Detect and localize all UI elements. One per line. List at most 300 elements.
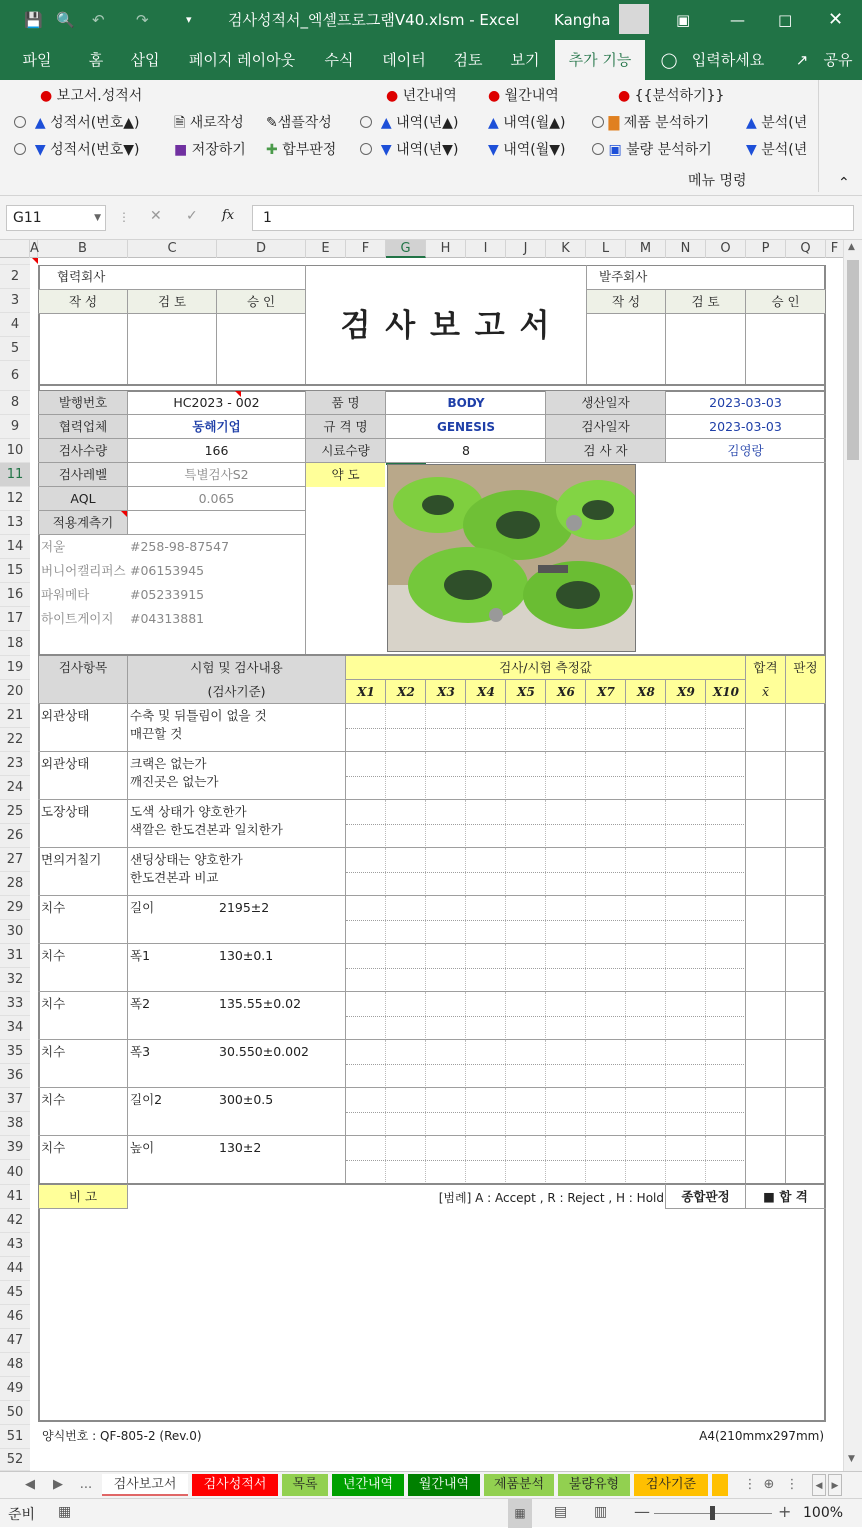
aql-value[interactable]: 0.065 <box>198 491 235 506</box>
inspector-label: 검 사 자 <box>546 439 665 463</box>
edit-icon: ✎ <box>266 115 278 131</box>
item-name: 치수 <box>41 948 66 963</box>
col-header[interactable]: H <box>426 240 466 258</box>
formula-bar <box>0 196 862 240</box>
lightbulb-icon: ◯ <box>660 51 678 69</box>
year-up-button[interactable]: ▲ 내역(년▲) <box>360 114 458 132</box>
gauge-code: #05233915 <box>130 587 205 602</box>
bar-chart-icon: ▇ <box>608 115 620 131</box>
col-header[interactable]: F <box>346 240 386 258</box>
report-up-button[interactable]: ▲ 성적서(번호▲) <box>14 114 139 132</box>
level-label: 검사레벨 <box>39 463 127 487</box>
report-down-button[interactable]: ▼ 성적서(번호▼) <box>14 141 139 159</box>
tell-me-input[interactable]: 입력하세요 <box>691 51 765 69</box>
formula-input[interactable]: 1 <box>252 205 854 231</box>
judge-cell[interactable] <box>786 1136 825 1184</box>
judge-cell[interactable] <box>786 1088 825 1136</box>
item-standard: 300±0.5 <box>219 1092 274 1107</box>
scroll-thumb[interactable] <box>847 260 859 460</box>
row-header[interactable]: 33 <box>0 992 30 1016</box>
item-content-line1: 폭3 <box>130 1044 151 1059</box>
col-header[interactable]: F <box>826 240 844 258</box>
tab-review[interactable]: 검토 <box>453 51 483 69</box>
col-header[interactable]: J <box>506 240 546 258</box>
row-header[interactable]: 2 <box>0 265 30 289</box>
col-header[interactable]: N <box>666 240 706 258</box>
item-standard <box>219 752 343 776</box>
page-layout-icon[interactable]: ▤ <box>554 1504 568 1520</box>
sheet-tab[interactable]: 목록 <box>282 1474 328 1496</box>
year-down-button[interactable]: ▼ 내역(년▼) <box>360 141 458 159</box>
prod-date-value[interactable]: 2023-03-03 <box>709 395 782 410</box>
gauge-name: 하이트게이지 <box>41 611 114 626</box>
qty-label: 검사수량 <box>39 439 127 463</box>
partner-label: 협력회사 <box>57 269 106 284</box>
row-header[interactable]: 43 <box>0 1233 30 1257</box>
zoom-level[interactable]: 100% <box>803 1505 844 1521</box>
item-content-line2: 매끈할 것 <box>130 726 183 741</box>
item-name: 면의거칠기 <box>41 852 102 867</box>
table-head-standard: (검사기준) <box>207 684 266 699</box>
sign-write-client: 작 성 <box>587 290 665 314</box>
item-content-line2: 깨진곳은 없는가 <box>130 774 219 789</box>
sign-review: 검 토 <box>128 290 216 314</box>
normal-view-icon[interactable]: ▦ <box>508 1499 532 1528</box>
triangle-down-icon: ▼ <box>380 142 392 158</box>
triangle-up-icon: ▲ <box>488 115 499 131</box>
scroll-down-icon[interactable]: ▼ <box>848 1454 855 1464</box>
gauge-name: 저울 <box>41 539 66 554</box>
judge-cell[interactable] <box>786 800 825 848</box>
ribbon-display-icon[interactable]: ▣ <box>676 11 691 29</box>
col-header[interactable]: B <box>38 240 128 258</box>
item-content-line1: 도색 상태가 양호한가 <box>130 804 247 819</box>
row-header[interactable]: 28 <box>0 872 30 896</box>
item-name: 치수 <box>41 996 66 1011</box>
close-icon[interactable]: ✕ <box>828 9 844 30</box>
bulb-icon: ● <box>386 88 399 104</box>
column-headers <box>0 240 862 258</box>
x-label: X9 <box>677 685 695 699</box>
triangle-up-icon: ▲ <box>380 115 392 131</box>
col-header[interactable]: C <box>128 240 217 258</box>
plus-icon: ✚ <box>266 142 278 158</box>
item-name: 외관상태 <box>41 708 90 723</box>
bulb-icon: ● <box>618 88 631 104</box>
sign-approve: 승 인 <box>217 290 305 314</box>
title-bar <box>0 0 862 40</box>
group-monthly-title: ● 월간내역 <box>488 88 559 104</box>
vendor-value[interactable]: 동해기업 <box>192 419 241 434</box>
gauge-name: 파워메타 <box>41 587 90 602</box>
item-content-line1: 샌딩상태는 양호한가 <box>130 852 243 867</box>
issue-no-value[interactable]: HC2023 - 002 <box>173 395 260 410</box>
row-header[interactable]: 50 <box>0 1401 30 1425</box>
judge-cell[interactable] <box>786 1040 825 1088</box>
cancel-icon[interactable]: ✕ <box>150 208 162 224</box>
sample-value[interactable]: 8 <box>462 443 470 458</box>
row-header[interactable]: 39 <box>0 1136 30 1160</box>
new-button[interactable]: 🗎 새로작성 <box>174 115 244 131</box>
col-header[interactable]: M <box>626 240 666 258</box>
xbar-cell[interactable] <box>746 752 785 800</box>
comment-indicator[interactable] <box>32 258 38 264</box>
table-head-content: 시험 및 검사내용 <box>190 660 283 675</box>
share-button[interactable]: 공유 <box>823 51 853 69</box>
zoom-thumb[interactable] <box>710 1506 715 1520</box>
row-header[interactable]: 52 <box>0 1449 30 1471</box>
tab-scroll-icon[interactable]: ⋮ <box>785 1477 799 1492</box>
overall-value[interactable]: ■ 합 격 <box>763 1189 808 1204</box>
user-name[interactable]: Kangha <box>554 11 611 29</box>
triangle-down-icon: ▼ <box>488 142 499 158</box>
page-break-icon[interactable]: ▥ <box>594 1504 608 1520</box>
print-preview-icon[interactable]: 🔍 <box>56 11 75 29</box>
row-header[interactable]: 34 <box>0 1016 30 1040</box>
tab-data[interactable]: 데이터 <box>382 51 426 69</box>
x-label: X3 <box>437 685 455 699</box>
row-header[interactable]: 13 <box>0 511 30 535</box>
paper-size: A4(210mmx297mm) <box>699 1429 824 1443</box>
row-header[interactable]: 4 <box>0 313 30 337</box>
row-header[interactable]: 10 <box>0 439 30 463</box>
comment-indicator[interactable] <box>235 391 241 397</box>
tab-add-ins[interactable]: 추가 기능 <box>555 40 645 80</box>
item-name: 치수 <box>41 1092 66 1107</box>
sign-review-client: 검 토 <box>666 290 745 314</box>
sheet-tab[interactable]: 불량유형 <box>558 1474 630 1496</box>
qat-customize-icon[interactable]: ▾ <box>186 13 192 26</box>
sheet-tab[interactable]: 제품분석 <box>484 1474 554 1496</box>
item-content-line2: 한도견본과 비교 <box>130 870 219 885</box>
item-standard: 30.550±0.002 <box>219 1044 309 1059</box>
maximize-icon[interactable]: □ <box>778 11 793 29</box>
row-header[interactable]: 8 <box>0 391 30 415</box>
sheet-tab[interactable]: 검사성적서 <box>192 1474 278 1496</box>
xbar-cell[interactable] <box>746 1136 785 1184</box>
x-label: X8 <box>637 685 655 699</box>
enter-icon[interactable]: ✓ <box>186 208 198 224</box>
judge-cell[interactable] <box>786 848 825 896</box>
judge-cell[interactable] <box>786 944 825 992</box>
form-number: 양식번호 : QF-805-2 (Rev.0) <box>42 1429 202 1443</box>
minimize-icon[interactable]: — <box>730 11 745 29</box>
product-label: 품 명 <box>306 391 385 415</box>
row-header[interactable]: 16 <box>0 583 30 607</box>
col-header-selected[interactable]: G <box>386 240 426 258</box>
group-report-title: ● 보고서.성적서 <box>40 88 143 104</box>
item-content-line1: 크랙은 없는가 <box>130 756 207 771</box>
sheet-tab-partial[interactable] <box>712 1474 728 1496</box>
xbar-cell[interactable] <box>746 992 785 1040</box>
col-header[interactable]: I <box>466 240 506 258</box>
avatar[interactable] <box>619 4 649 34</box>
item-name: 도장상태 <box>41 804 90 819</box>
xbar-cell[interactable] <box>746 944 785 992</box>
x-label: X5 <box>517 685 535 699</box>
macro-record-icon[interactable]: ▦ <box>58 1504 72 1520</box>
col-header[interactable]: E <box>306 240 346 258</box>
row-header-partial[interactable] <box>0 258 30 265</box>
row-header[interactable]: 18 <box>0 631 30 656</box>
triangle-down-icon: ▼ <box>34 142 46 158</box>
bulb-icon: ● <box>488 88 501 104</box>
row-header[interactable]: 25 <box>0 800 30 824</box>
tab-options-icon[interactable]: ⋮ <box>743 1477 757 1492</box>
group-yearly-title: ● 년간내역 <box>386 88 457 104</box>
item-name: 외관상태 <box>41 756 90 771</box>
tab-page-layout[interactable]: 페이지 레이아웃 <box>188 51 296 69</box>
remark-label: 비 고 <box>39 1185 127 1209</box>
table-head-xbar: x̄ <box>761 684 770 699</box>
sign-approve-client: 승 인 <box>746 290 825 314</box>
x-label: X1 <box>357 685 375 699</box>
item-standard <box>219 704 343 728</box>
insp-date-value[interactable]: 2023-03-03 <box>709 419 782 434</box>
function-icon[interactable]: fx <box>222 208 235 223</box>
ribbon-tabs <box>0 40 862 80</box>
item-content-line1: 폭1 <box>130 948 151 963</box>
gauge-code: #258-98-87547 <box>130 539 230 554</box>
item-standard: 130±0.1 <box>219 948 274 963</box>
row-header[interactable]: 9 <box>0 415 30 439</box>
add-sheet-icon[interactable]: ⊕ <box>763 1477 775 1492</box>
row-header[interactable]: 40 <box>0 1160 30 1185</box>
floppy-icon: ■ <box>174 142 188 158</box>
ribbon-divider <box>818 80 819 192</box>
item-name: 치수 <box>41 900 66 915</box>
vendor-label: 협력업체 <box>39 415 127 439</box>
table-head-judge: 판정 <box>793 660 818 675</box>
save-icon[interactable]: 💾 <box>24 11 43 29</box>
sample-button[interactable]: ✎샘플작성 <box>266 115 332 131</box>
sheet-tab[interactable]: 월간내역 <box>408 1474 480 1496</box>
collapse-ribbon-icon[interactable]: ⌃ <box>838 175 850 191</box>
qty-value[interactable]: 166 <box>204 443 229 458</box>
row-header[interactable]: 31 <box>0 944 30 968</box>
row-header[interactable]: 45 <box>0 1281 30 1305</box>
select-all-corner[interactable] <box>0 240 30 258</box>
x-label: X6 <box>557 685 575 699</box>
row-header[interactable]: 14 <box>0 535 30 559</box>
save-button[interactable]: ■ 저장하기 <box>174 142 246 158</box>
row-header[interactable]: 5 <box>0 337 30 361</box>
spec-label: 규 격 명 <box>306 415 385 439</box>
table-head-measure: 검사/시험 측정값 <box>346 656 745 680</box>
sketch-label: 약 도 <box>306 463 385 487</box>
window-icon: ▣ <box>608 142 622 158</box>
inspector-value[interactable]: 김영랑 <box>727 443 764 458</box>
tab-formulas[interactable]: 수식 <box>324 51 354 69</box>
product-analysis-button[interactable]: ▇ 제품 분석하기 <box>592 114 709 132</box>
row-header[interactable]: 44 <box>0 1257 30 1281</box>
judge-button[interactable]: ✚ 합부판정 <box>266 142 337 158</box>
sheet-tab[interactable]: 년간내역 <box>332 1474 404 1496</box>
ribbon-panel <box>0 80 862 196</box>
row-header[interactable]: 32 <box>0 968 30 992</box>
item-standard <box>219 848 343 872</box>
analysis-year-up-button[interactable]: ▲ 분석(년 <box>746 115 808 131</box>
hscroll-right-icon[interactable]: ▶ <box>828 1474 842 1496</box>
sample-label: 시료수량 <box>306 439 385 463</box>
row-header[interactable]: 37 <box>0 1088 30 1112</box>
client-label: 발주회사 <box>599 269 648 284</box>
sheet-tab[interactable]: 검사기준 <box>634 1474 708 1496</box>
gauge-code: #06153945 <box>130 563 205 578</box>
row-header[interactable]: 15 <box>0 559 30 583</box>
legend-text: [범례] A : Accept , R : Reject , H : Hold <box>438 1191 664 1205</box>
item-standard: 135.55±0.02 <box>219 996 302 1011</box>
spec-value[interactable]: GENESIS <box>436 420 496 434</box>
group-analysis-title: ● {{분석하기}} <box>618 88 725 104</box>
drag-handle-icon[interactable]: ⋮ <box>118 210 130 224</box>
row-header[interactable]: 21 <box>0 704 30 728</box>
x-label: X7 <box>597 685 615 699</box>
row-header[interactable]: 12 <box>0 487 30 511</box>
zoom-in-button[interactable]: + <box>778 1502 792 1521</box>
col-header[interactable]: P <box>746 240 786 258</box>
judge-cell[interactable] <box>786 992 825 1040</box>
xbar-cell[interactable] <box>746 704 785 752</box>
col-header[interactable]: Q <box>786 240 826 258</box>
item-content-line1: 길이2 <box>130 1092 163 1107</box>
table-head-pass: 합격 <box>753 660 778 675</box>
row-header[interactable]: 6 <box>0 361 30 391</box>
row-header[interactable]: 46 <box>0 1305 30 1329</box>
item-content-line1: 폭2 <box>130 996 151 1011</box>
gauge-label: 적용계측기 <box>39 511 127 535</box>
group-label: 메뉴 명령 <box>688 173 747 189</box>
tab-home[interactable]: 홈 <box>88 51 104 69</box>
row-header[interactable]: 3 <box>0 289 30 313</box>
document-icon: 🗎 <box>174 115 186 131</box>
row-header[interactable]: 22 <box>0 728 30 752</box>
x-label: X4 <box>477 685 495 699</box>
bulb-icon: ● <box>40 88 53 104</box>
item-content-line1: 길이 <box>130 900 155 915</box>
row-header[interactable]: 23 <box>0 752 30 776</box>
col-header[interactable]: L <box>586 240 626 258</box>
issue-no-label: 발행번호 <box>39 391 127 415</box>
row-header[interactable]: 42 <box>0 1209 30 1233</box>
item-standard <box>219 800 343 824</box>
row-header[interactable]: 30 <box>0 920 30 944</box>
row-header[interactable]: 20 <box>0 680 30 704</box>
row-header[interactable]: 11 <box>0 463 30 487</box>
col-header[interactable]: K <box>546 240 586 258</box>
col-header[interactable]: D <box>217 240 306 258</box>
judge-cell[interactable] <box>786 896 825 944</box>
col-header[interactable]: A <box>30 241 39 256</box>
tab-insert[interactable]: 삽입 <box>130 51 160 69</box>
tab-prev-icon[interactable]: ◀ <box>25 1477 35 1492</box>
item-content-line1: 수축 및 뒤틀림이 없을 것 <box>130 708 267 723</box>
item-standard: 130±2 <box>219 1140 262 1155</box>
row-header[interactable]: 36 <box>0 1064 30 1088</box>
hscroll-left-icon[interactable]: ◀ <box>812 1474 826 1496</box>
name-box[interactable]: G11 ▼ <box>6 205 106 231</box>
aql-label: AQL <box>39 487 127 511</box>
judge-cell[interactable] <box>786 704 825 752</box>
tab-file[interactable]: 파일 <box>22 51 52 69</box>
analysis-year-down-button[interactable]: ▼ 분석(년 <box>746 142 808 158</box>
defect-analysis-button[interactable]: ▣ 불량 분석하기 <box>592 141 712 159</box>
xbar-cell[interactable] <box>746 896 785 944</box>
row-header[interactable]: 49 <box>0 1377 30 1401</box>
undo-icon[interactable]: ↶ <box>92 11 105 29</box>
scroll-up-icon[interactable]: ▲ <box>848 242 855 252</box>
month-up-button[interactable]: ▲ 내역(월▲) <box>488 115 566 131</box>
sheet-tabs-bar <box>0 1471 862 1498</box>
month-down-button[interactable]: ▼ 내역(월▼) <box>488 142 566 158</box>
level-value[interactable]: 특별검사S2 <box>184 467 249 482</box>
triangle-down-icon: ▼ <box>746 142 757 158</box>
row-header[interactable]: 26 <box>0 824 30 848</box>
row-header[interactable]: 41 <box>0 1185 30 1209</box>
tab-next-icon[interactable]: ▶ <box>53 1477 63 1492</box>
dropdown-icon[interactable]: ▼ <box>94 213 101 223</box>
item-name: 치수 <box>41 1140 66 1155</box>
insp-date-label: 검사일자 <box>546 415 665 439</box>
redo-icon[interactable]: ↷ <box>136 11 149 29</box>
xbar-cell[interactable] <box>746 1040 785 1088</box>
status-bar <box>0 1498 862 1527</box>
prod-date-label: 생산일자 <box>546 391 665 415</box>
item-content-line1: 높이 <box>130 1140 155 1155</box>
row-header[interactable]: 47 <box>0 1329 30 1353</box>
status-ready: 준비 <box>8 1507 36 1523</box>
x-label: X2 <box>397 685 415 699</box>
triangle-up-icon: ▲ <box>34 115 46 131</box>
item-standard: 2195±2 <box>219 900 270 915</box>
xbar-cell[interactable] <box>746 848 785 896</box>
more-tabs-icon[interactable]: ... <box>79 1477 93 1492</box>
product-photo[interactable] <box>387 464 636 652</box>
row-header[interactable]: 48 <box>0 1353 30 1377</box>
item-name: 치수 <box>41 1044 66 1059</box>
row-header[interactable]: 19 <box>0 656 30 680</box>
row-header[interactable]: 35 <box>0 1040 30 1064</box>
window-title: 검사성적서_엑셀프로그램V40.xlsm - Excel <box>228 11 520 29</box>
row-header[interactable]: 29 <box>0 896 30 920</box>
zoom-out-button[interactable]: — <box>634 1502 650 1521</box>
row-header[interactable]: 51 <box>0 1425 30 1449</box>
tab-view[interactable]: 보기 <box>510 51 540 69</box>
xbar-cell[interactable] <box>746 800 785 848</box>
overall-label: 종합판정 <box>681 1189 730 1204</box>
row-header[interactable]: 24 <box>0 776 30 800</box>
product-value[interactable]: BODY <box>447 396 485 410</box>
xbar-cell[interactable] <box>746 1088 785 1136</box>
row-header[interactable]: 17 <box>0 607 30 631</box>
judge-cell[interactable] <box>786 752 825 800</box>
share-icon[interactable]: ↗ <box>795 51 809 69</box>
row-header[interactable]: 38 <box>0 1112 30 1136</box>
vertical-scrollbar[interactable] <box>843 240 862 1471</box>
sheet-tab-active[interactable]: 검사보고서 <box>102 1474 188 1496</box>
gauge-code: #04313881 <box>130 611 205 626</box>
comment-indicator[interactable] <box>121 511 127 517</box>
table-head-item: 검사항목 <box>58 660 108 675</box>
item-content-line2: 색깔은 한도견본과 일치한가 <box>130 822 283 837</box>
x-label: X10 <box>712 685 739 699</box>
row-header[interactable]: 27 <box>0 848 30 872</box>
gauge-name: 버니어캘리퍼스 <box>41 563 126 578</box>
col-header[interactable]: O <box>706 240 746 258</box>
page-title: 검 사 보 고 서 <box>340 308 552 344</box>
triangle-up-icon: ▲ <box>746 115 757 131</box>
sign-write: 작 성 <box>39 290 127 314</box>
